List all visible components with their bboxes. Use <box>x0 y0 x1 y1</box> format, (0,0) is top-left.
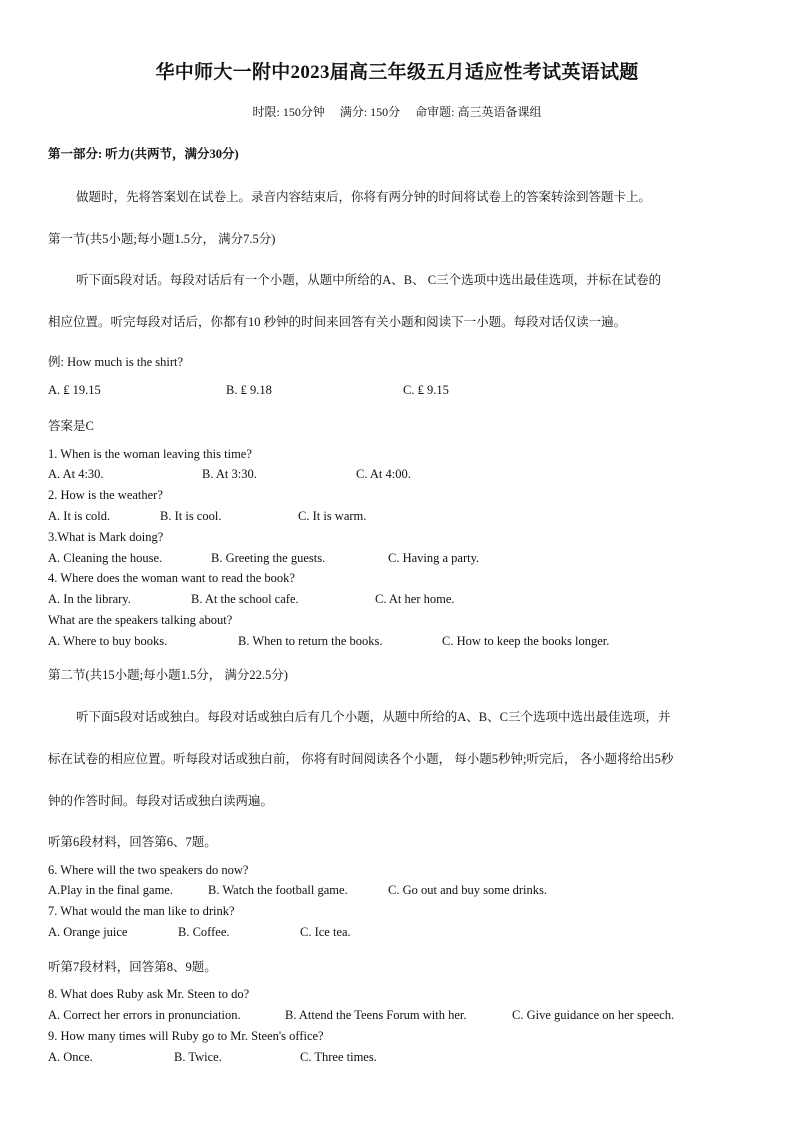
example-question: 例: How much is the shirt? <box>48 355 184 369</box>
section2-instructions-3: 钟的作答时间。每段对话或独白读两遍。 <box>48 794 274 808</box>
question-2: 2. How is the weather? <box>48 488 163 502</box>
q3-option-b: B. Greeting the guests. <box>211 551 326 565</box>
q1-option-a: A. At 4:30. <box>48 467 104 481</box>
part1-instructions: 做题时，先将答案划在试卷上。录音内容结束后，你将有两分钟的时间将试卷上的答案转涂到答题卡上。 <box>76 190 652 204</box>
q6-option-a: A.Play in the final game. <box>48 883 173 897</box>
q4-option-b: B. At the school cafe. <box>191 592 299 606</box>
question-5: What are the speakers talking about? <box>48 613 233 627</box>
q7-option-b: B. Coffee. <box>178 925 230 939</box>
section2-instructions-1: 听下面5段对话或独白。每段对话或独白后有几个小题，从题中所给的A、B、C三个选项中选出最佳选项，并 <box>76 710 671 724</box>
part1-heading: 第一部分: 听力(共两节，满分30分) <box>48 147 239 161</box>
q8-option-c: C. Give guidance on her speech. <box>512 1008 675 1022</box>
q2-option-a: A. It is cold. <box>48 509 111 523</box>
question-6: 6. Where will the two speakers do now? <box>48 863 249 877</box>
material-7-heading: 听第7段材料，回答第8、9题。 <box>48 960 217 974</box>
question-8: 8. What does Ruby ask Mr. Steen to do? <box>48 987 250 1001</box>
example-option-c: C. ₤ 9.15 <box>403 383 449 397</box>
q7-option-c: C. Ice tea. <box>300 925 351 939</box>
q9-option-c: C. Three times. <box>300 1050 377 1064</box>
q3-option-c: C. Having a party. <box>388 551 480 565</box>
full-score: 满分: 150分 <box>339 105 401 119</box>
material-6-heading: 听第6段材料，回答第6、7题。 <box>48 835 217 849</box>
q9-option-a: A. Once. <box>48 1050 93 1064</box>
q1-option-c: C. At 4:00. <box>356 467 411 481</box>
q6-option-b: B. Watch the football game. <box>208 883 348 897</box>
q4-option-c: C. At her home. <box>375 592 455 606</box>
q8-option-a: A. Correct her errors in pronunciation. <box>48 1008 241 1022</box>
question-4: 4. Where does the woman want to read the book? <box>48 571 295 585</box>
q2-option-c: C. It is warm. <box>298 509 367 523</box>
question-1: 1. When is the woman leaving this time? <box>48 447 252 461</box>
question-7: 7. What would the man like to drink? <box>48 904 235 918</box>
section2-instructions-2: 标在试卷的相应位置。听每段对话或独白前， 你将有时间阅读各个小题， 每小题5秒钟;听完后， 各小题将给出5秒 <box>48 752 674 766</box>
question-3: 3.What is Mark doing? <box>48 530 164 544</box>
q7-option-a: A. Orange juice <box>48 925 128 939</box>
section1-heading: 第一节(共5小题;每小题1.5分， 满分7.5分) <box>48 232 276 246</box>
q8-option-b: B. Attend the Teens Forum with her. <box>285 1008 467 1022</box>
q5-option-b: B. When to return the books. <box>238 634 383 648</box>
q4-option-a: A. In the library. <box>48 592 131 606</box>
page-title: 华中师大一附中2023届高三年级五月适应性考试英语试题 <box>155 62 639 83</box>
q5-option-c: C. How to keep the books longer. <box>442 634 610 648</box>
exam-meta <box>0 103 794 120</box>
q9-option-b: B. Twice. <box>174 1050 222 1064</box>
time-limit: 时限: 150分钟 <box>252 105 325 119</box>
q3-option-a: A. Cleaning the house. <box>48 551 163 565</box>
example-answer: 答案是C <box>48 419 94 433</box>
q2-option-b: B. It is cool. <box>160 509 222 523</box>
section1-instructions-2: 相应位置。听完每段对话后，你都有10 秒钟的时间来回答有关小题和阅读下一小题。每段对话仅读一遍。 <box>48 315 627 329</box>
q1-option-b: B. At 3:30. <box>202 467 257 481</box>
section2-heading: 第二节(共15小题;每小题1.5分， 满分22.5分) <box>48 668 288 682</box>
q6-option-c: C. Go out and buy some drinks. <box>388 883 548 897</box>
question-9: 9. How many times will Ruby go to Mr. Steen's office? <box>48 1029 324 1043</box>
setter: 命审题: 高三英语备课组 <box>415 105 542 119</box>
example-option-a: A. ₤ 19.15 <box>48 383 101 397</box>
example-option-b: B. ₤ 9.18 <box>226 383 272 397</box>
section1-instructions-1: 听下面5段对话。每段对话后有一个小题，从题中所给的A、B、 C三个选项中选出最佳选项，并标在试卷的 <box>76 273 662 287</box>
q5-option-a: A. Where to buy books. <box>48 634 168 648</box>
